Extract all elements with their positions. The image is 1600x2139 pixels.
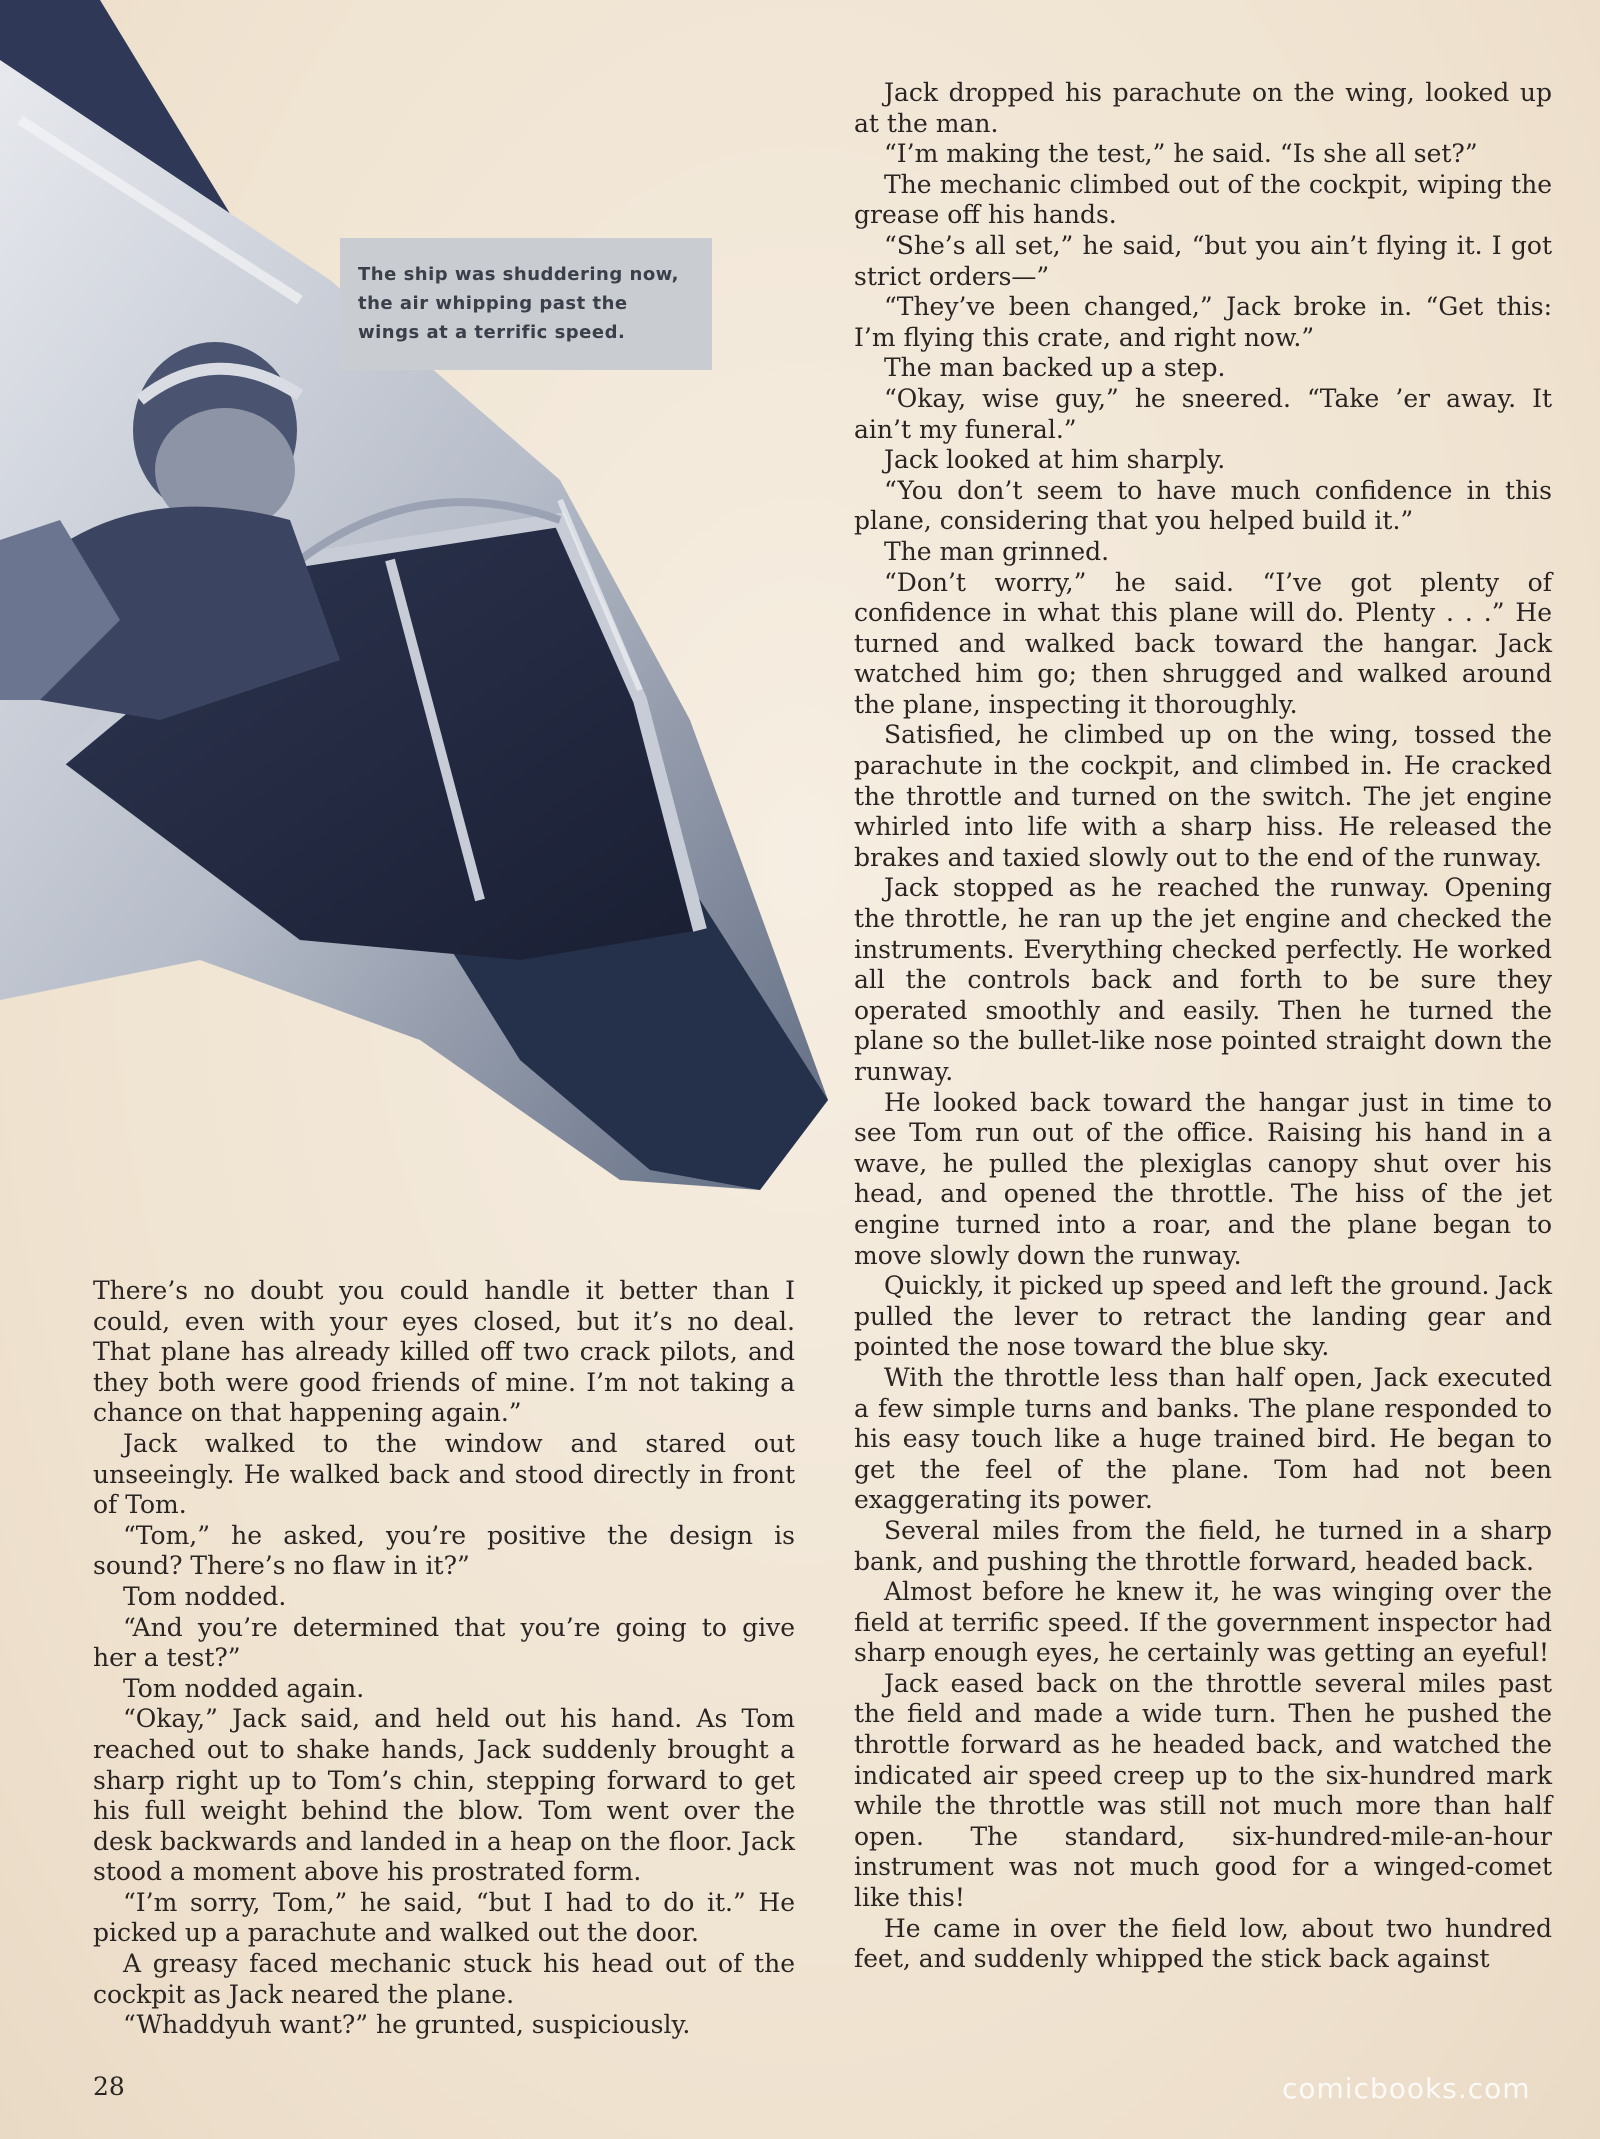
cockpit-illustration [0, 0, 840, 1240]
paragraph: The man backed up a step. [884, 353, 1226, 383]
watermark: comicbooks.com [1282, 2072, 1531, 2105]
caption-line: wings at a terrific speed. [358, 322, 626, 343]
paragraph: Jack looked at him sharply. [884, 445, 1226, 475]
caption-line: the air whipping past the [358, 293, 628, 314]
paragraph: “Tom,” he asked, you’re positive the design is sound? There’s no flaw in it?” [93, 1520, 795, 1581]
paragraph: The mechanic climbed out of the cockpit, wiping the grease off his hands. [854, 169, 1552, 230]
paragraph: Quickly, it picked up speed and left the ground. Jack pulled the lever to retract the landing gear and pointed the nose toward the blue sky. [854, 1271, 1552, 1362]
paragraph: He came in over the field low, about two hundred feet, and suddenly whipped the stick back against [854, 1913, 1552, 1974]
paragraph: Jack stopped as he reached the runway. Opening the throttle, he ran up the jet engine and checked the instruments. Everything checked perfectly. He worked all the controls back and forth to be sure they operated smoothly and easily. Then he turned the plane so the bullet-like nose pointed straight down the runway. [854, 873, 1552, 1086]
paragraph: Satisfied, he climbed up on the wing, tossed the parachute in the cockpit, and climbed in. He cracked the throttle and turned on the switch. The jet engine whirled into life with a sharp hiss. He released the brakes and taxied slowly out to the end of the runway. [854, 720, 1552, 872]
paragraph: A greasy faced mechanic stuck his head out of the cockpit as Jack neared the plane. [93, 1949, 795, 2009]
paragraph: “Whaddyuh want?” he grunted, suspiciously. [123, 2010, 691, 2040]
right-text-column [854, 78, 1552, 1975]
paragraph: He looked back toward the hangar just in time to see Tom run out of the office. Raising his hand in a wave, he pulled the plexiglas canopy shut over his head, and opened the throttle. The hiss of the jet engine turned into a roar, and the plane began to move slowly down the runway. [854, 1087, 1552, 1270]
paragraph: There’s no doubt you could handle it better than I could, even with your eyes closed, but it’s no deal. That plane has already killed off two crack pilots, and they both were good friends of mine. I’m not taking a chance on that happening again.” [93, 1276, 795, 1428]
paragraph: “Okay,” Jack said, and held out his hand. As Tom reached out to shake hands, Jack suddenly brought a sharp right up to Tom’s chin, stepping forward to get his full weight behind the blow. Tom went over the desk backwards and landed in a heap on the floor. Jack stood a moment above his prostrated form. [93, 1704, 795, 1887]
paragraph: “They’ve been changed,” Jack broke in. “Get this: I’m flying this crate, and right now.” [854, 292, 1552, 352]
paragraph: “And you’re determined that you’re going to give her a test?” [93, 1612, 795, 1673]
paragraph: “She’s all set,” he said, “but you ain’t flying it. I got strict orders—” [854, 230, 1552, 291]
paragraph: “Don’t worry,” he said. “I’ve got plenty of confidence in what this plane will do. Plenty . . .” He turned and walked back toward the hangar. Jack watched him go; then shrugged and walked around the plane, inspecting it thoroughly. [854, 567, 1552, 719]
left-text-column [93, 1276, 795, 2041]
paragraph: “I’m sorry, Tom,” he said, “but I had to do it.” He picked up a parachute and walked out the door. [93, 1887, 795, 1948]
paragraph: “You don’t seem to have much confidence in this plane, considering that you helped build it.” [854, 475, 1552, 536]
paragraph: Almost before he knew it, he was winging over the field at terrific speed. If the government inspector had sharp enough eyes, he certainly was getting an eyeful! [854, 1577, 1552, 1668]
paragraph: Tom nodded again. [123, 1673, 365, 1703]
page-number: 28 [93, 2072, 125, 2101]
paragraph: Jack walked to the window and stared out unseeingly. He walked back and stood directly in front of Tom. [93, 1428, 795, 1520]
paragraph: “I’m making the test,” he said. “Is she all set?” [884, 139, 1478, 169]
paragraph: With the throttle less than half open, Jack executed a few simple turns and banks. The plane responded to his easy touch like a huge trained bird. He began to get the feel of the plane. Tom had not been exaggerating its power. [854, 1362, 1552, 1515]
paragraph: Several miles from the field, he turned in a sharp bank, and pushing the throttle forward, headed back. [854, 1515, 1552, 1576]
paragraph: The man grinned. [884, 536, 1110, 566]
paragraph: “Okay, wise guy,” he sneered. “Take ’er away. It ain’t my funeral.” [854, 383, 1552, 444]
illustration-caption [340, 238, 712, 370]
paragraph: Tom nodded. [123, 1581, 287, 1611]
caption-line: The ship was shuddering now, [358, 264, 680, 285]
paragraph: Jack dropped his parachute on the wing, looked up at the man. [854, 78, 1552, 138]
paragraph: Jack eased back on the throttle several miles past the field and made a wide turn. Then he pushed the throttle forward as he headed back, and watched the indicated air speed creep up to the six-hundred mark while the throttle was still not much more than half open. The standard, six-hundred-mile-an-hour instrument was not much good for a winged-comet like this! [854, 1668, 1552, 1913]
